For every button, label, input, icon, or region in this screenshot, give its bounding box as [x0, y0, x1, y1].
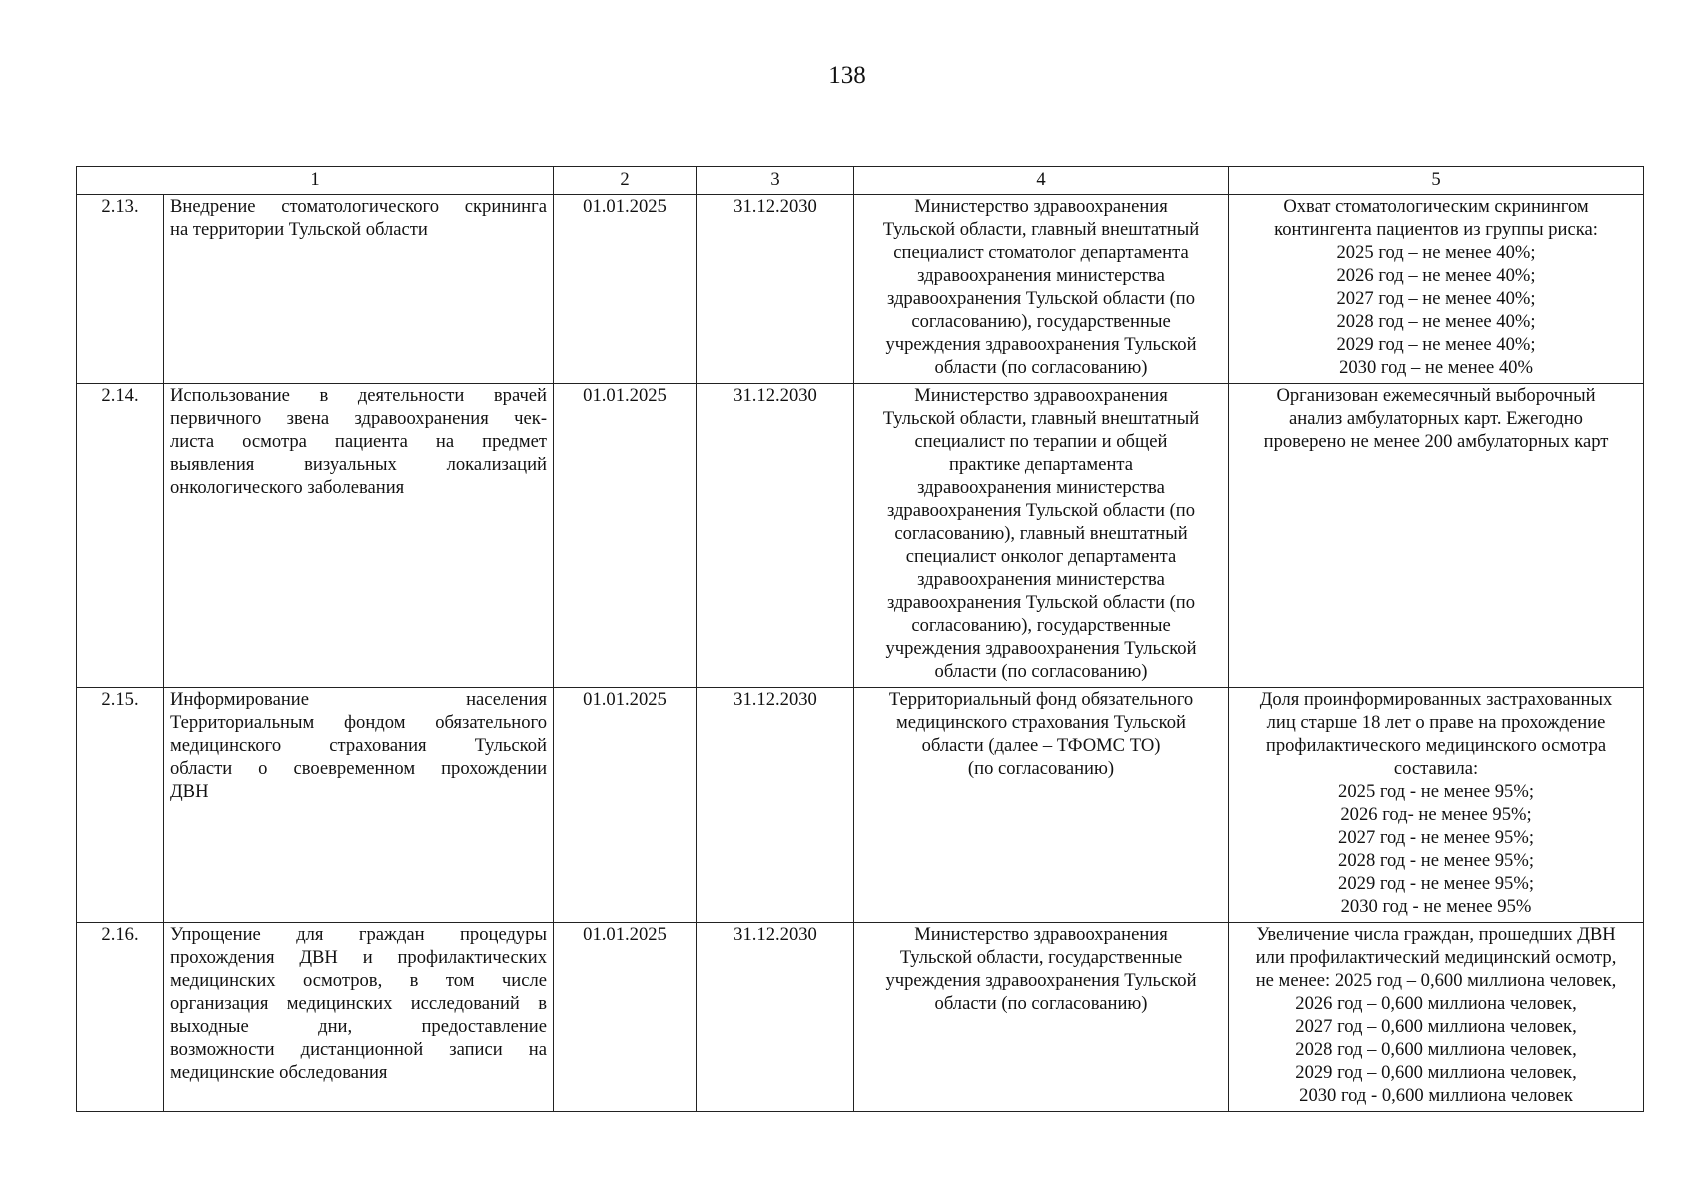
- measures-table: [76, 166, 1644, 1112]
- executor-line: специалист стоматолог департамента: [893, 242, 1189, 263]
- row-number: 2.15.: [77, 688, 164, 923]
- measure-name-line: Использование в деятельности врачей: [170, 385, 548, 406]
- executor-line: Тульской области, главный внештатный: [882, 219, 1200, 240]
- executor-line: здравоохранения Тульской области (по: [886, 592, 1196, 613]
- result-line: лиц старше 18 лет о праве на прохождение: [1266, 712, 1606, 733]
- executor-line: специалист по терапии и общей: [914, 431, 1168, 452]
- result-line: профилактического медицинского осмотра: [1265, 735, 1607, 756]
- result-line: 2026 год – 0,600 миллиона человек,: [1295, 993, 1577, 1014]
- expected-result: [1229, 688, 1644, 923]
- column-header-5: 5: [1229, 167, 1644, 195]
- table-row: [77, 923, 1644, 1112]
- result-line: 2030 год - не менее 95%: [1340, 896, 1532, 917]
- end-date: 31.12.2030: [697, 384, 854, 688]
- measure-name-line: области о своевременном прохождении: [170, 758, 548, 779]
- start-date: 01.01.2025: [554, 195, 697, 384]
- row-number: 2.14.: [77, 384, 164, 688]
- result-line: 2028 год - не менее 95%;: [1338, 850, 1534, 871]
- result-line: 2029 год – 0,600 миллиона человек,: [1295, 1062, 1577, 1083]
- table-row: [77, 195, 1644, 384]
- start-date: 01.01.2025: [554, 384, 697, 688]
- result-line: 2028 год – 0,600 миллиона человек,: [1295, 1039, 1577, 1060]
- executor-line: здравоохранения министерства: [917, 569, 1165, 590]
- result-line: 2025 год - не менее 95%;: [1338, 781, 1534, 802]
- result-line: 2030 год – не менее 40%: [1339, 357, 1533, 378]
- measure-name-line: онкологического заболевания: [170, 477, 405, 498]
- executor-line: здравоохранения министерства: [917, 265, 1165, 286]
- column-header-1: 1: [77, 167, 554, 195]
- executor-line: учреждения здравоохранения Тульской: [885, 970, 1197, 991]
- result-line: 2029 год – не менее 40%;: [1336, 334, 1536, 355]
- expected-result: [1229, 384, 1644, 688]
- column-header-4: 4: [854, 167, 1229, 195]
- expected-result: [1229, 195, 1644, 384]
- result-line: 2026 год- не менее 95%;: [1340, 804, 1532, 825]
- executor-line: согласованию), государственные: [911, 311, 1171, 332]
- column-header-2: 2: [554, 167, 697, 195]
- executor-line: здравоохранения Тульской области (по: [886, 500, 1196, 521]
- measure-name-line: медицинского страхования Тульской: [170, 735, 548, 756]
- executor: [854, 688, 1229, 923]
- executor: [854, 195, 1229, 384]
- executor-line: Министерство здравоохранения: [914, 196, 1168, 217]
- measure-name-line: возможности дистанционной записи на: [170, 1039, 548, 1060]
- measure-name-line: организация медицинских исследований в: [170, 993, 548, 1014]
- result-line: 2027 год – 0,600 миллиона человек,: [1295, 1016, 1577, 1037]
- row-number: 2.16.: [77, 923, 164, 1112]
- executor-line: области (далее – ТФОМС ТО): [921, 735, 1161, 756]
- measure-name-line: выявления визуальных локализаций: [170, 454, 548, 475]
- measure-name-line: листа осмотра пациента на предмет: [170, 431, 548, 452]
- result-line: Доля проинформированных застрахованных: [1259, 689, 1613, 710]
- measure-name-line: Упрощение для граждан процедуры: [170, 924, 548, 945]
- measure-name-line: Информирование населения: [170, 689, 548, 710]
- result-line: 2029 год - не менее 95%;: [1338, 873, 1534, 894]
- result-line: не менее: 2025 год – 0,600 миллиона человек,: [1255, 970, 1617, 991]
- executor-line: здравоохранения Тульской области (по: [886, 288, 1196, 309]
- executor-line: здравоохранения министерства: [917, 477, 1165, 498]
- measure-name-line: медицинских осмотров, в том числе: [170, 970, 548, 991]
- measure-name: [164, 923, 554, 1112]
- end-date: 31.12.2030: [697, 688, 854, 923]
- measure-name-line: Внедрение стоматологического скрининга: [170, 196, 548, 217]
- executor-line: области (по согласованию): [934, 661, 1148, 682]
- executor-line: учреждения здравоохранения Тульской: [885, 638, 1197, 659]
- result-line: 2030 год - 0,600 миллиона человек: [1299, 1085, 1573, 1106]
- executor-line: (по согласованию): [967, 758, 1115, 779]
- executor: [854, 923, 1229, 1112]
- executor-line: области (по согласованию): [934, 993, 1148, 1014]
- row-number: 2.13.: [77, 195, 164, 384]
- executor-line: Территориальный фонд обязательного: [888, 689, 1194, 710]
- measure-name-line: первичного звена здравоохранения чек-: [170, 408, 548, 429]
- table-header-row: [77, 167, 1644, 195]
- measure-name: [164, 688, 554, 923]
- executor-line: области (по согласованию): [934, 357, 1148, 378]
- result-line: 2027 год - не менее 95%;: [1338, 827, 1534, 848]
- start-date: 01.01.2025: [554, 688, 697, 923]
- result-line: Увеличение числа граждан, прошедших ДВН: [1256, 924, 1616, 945]
- table-row: [77, 384, 1644, 688]
- measure-name-line: ДВН: [170, 781, 209, 802]
- executor-line: Тульской области, государственные: [899, 947, 1183, 968]
- executor-line: учреждения здравоохранения Тульской: [885, 334, 1197, 355]
- measure-name-line: медицинские обследования: [170, 1062, 388, 1083]
- expected-result: [1229, 923, 1644, 1112]
- executor-line: согласованию), главный внештатный: [894, 523, 1188, 544]
- result-line: контингента пациентов из группы риска:: [1274, 219, 1598, 240]
- measure-name-line: прохождения ДВН и профилактических: [170, 947, 548, 968]
- result-line: проверено не менее 200 амбулаторных карт: [1263, 431, 1609, 452]
- executor-line: Министерство здравоохранения: [914, 385, 1168, 406]
- measure-name: [164, 384, 554, 688]
- start-date: 01.01.2025: [554, 923, 697, 1112]
- executor-line: специалист онколог департамента: [905, 546, 1177, 567]
- result-line: анализ амбулаторных карт. Ежегодно: [1289, 408, 1583, 429]
- result-line: 2028 год – не менее 40%;: [1336, 311, 1536, 332]
- executor-line: практике департамента: [949, 454, 1134, 475]
- executor-line: Тульской области, главный внештатный: [882, 408, 1200, 429]
- executor: [854, 384, 1229, 688]
- end-date: 31.12.2030: [697, 923, 854, 1112]
- result-line: 2027 год – не менее 40%;: [1336, 288, 1536, 309]
- measure-name-line: Территориальным фондом обязательного: [170, 712, 548, 733]
- measure-name-line: выходные дни, предоставление: [170, 1016, 548, 1037]
- executor-line: медицинского страхования Тульской: [896, 712, 1186, 733]
- table-row: [77, 688, 1644, 923]
- result-line: или профилактический медицинский осмотр,: [1255, 947, 1617, 968]
- end-date: 31.12.2030: [697, 195, 854, 384]
- measure-name: [164, 195, 554, 384]
- page-number: 138: [828, 62, 866, 89]
- executor-line: согласованию), государственные: [911, 615, 1171, 636]
- column-header-3: 3: [697, 167, 854, 195]
- result-line: 2026 год – не менее 40%;: [1336, 265, 1536, 286]
- result-line: составила:: [1393, 758, 1479, 779]
- result-line: Охват стоматологическим скринингом: [1283, 196, 1589, 217]
- result-line: Организован ежемесячный выборочный: [1276, 385, 1596, 406]
- result-line: 2025 год – не менее 40%;: [1336, 242, 1536, 263]
- executor-line: Министерство здравоохранения: [914, 924, 1168, 945]
- measure-name-line: на территории Тульской области: [170, 219, 428, 240]
